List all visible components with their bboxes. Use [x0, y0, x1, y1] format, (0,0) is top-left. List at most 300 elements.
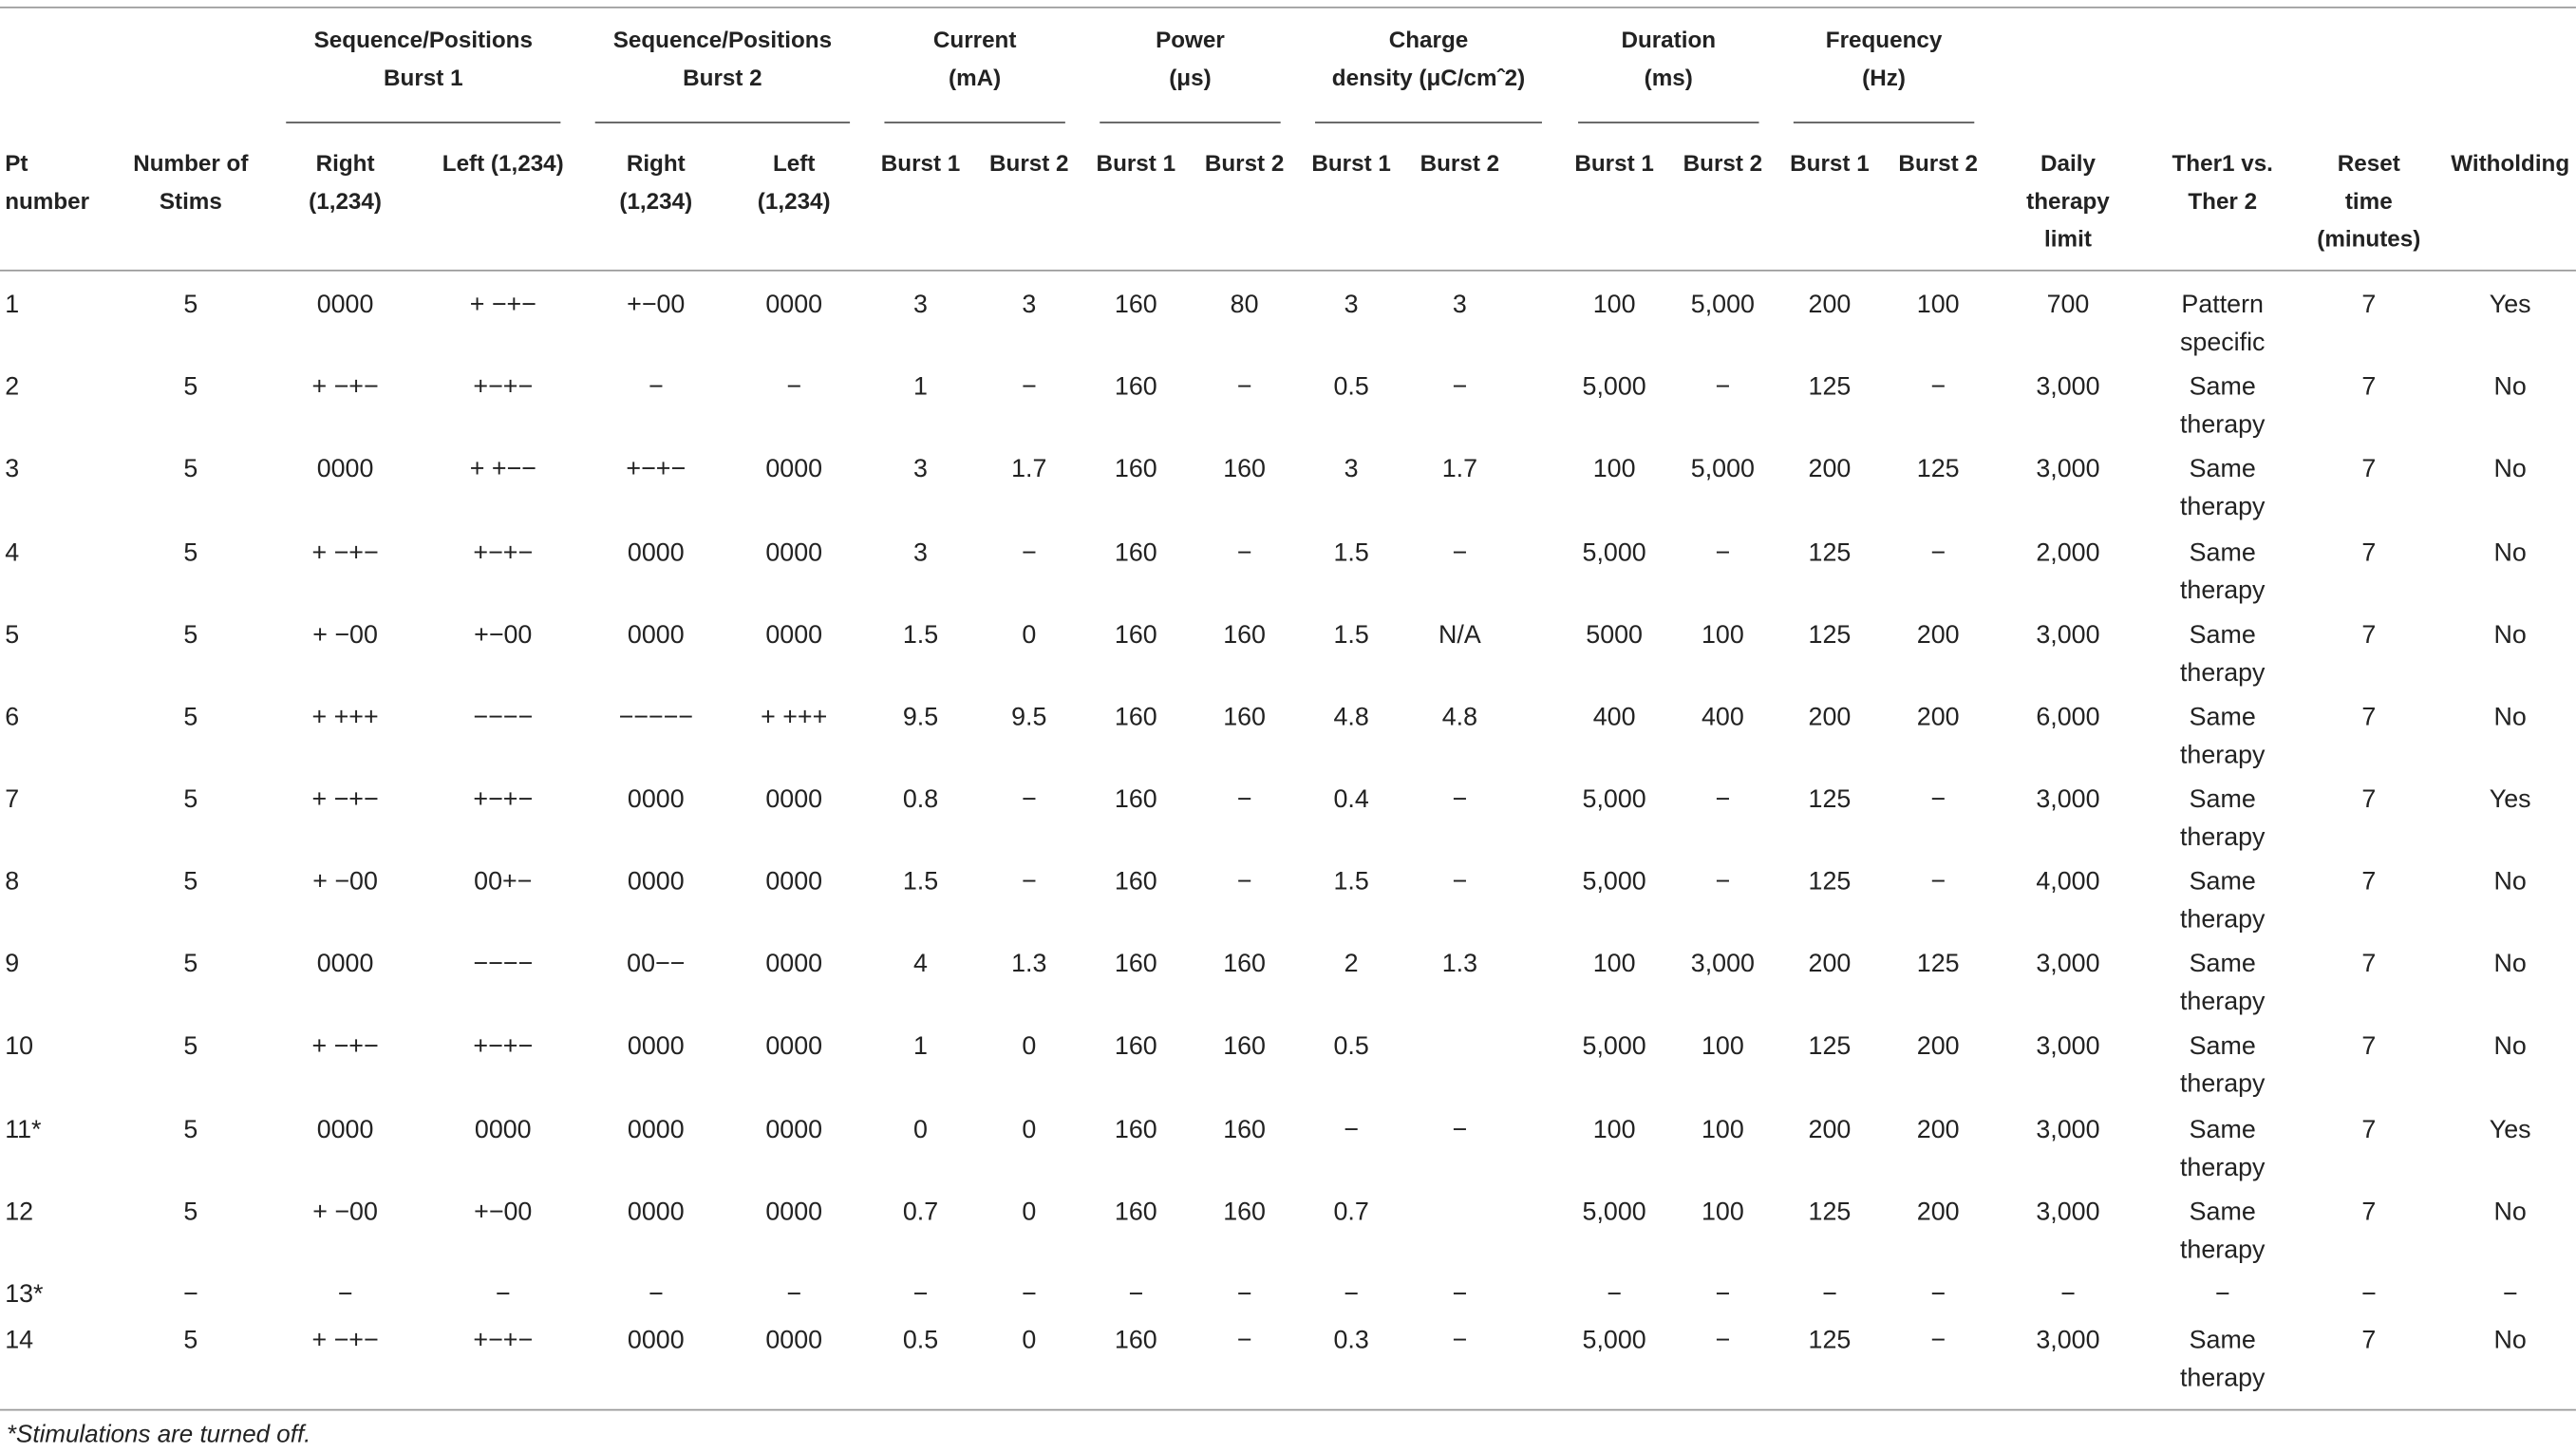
cell-s2r: 0000 — [627, 785, 685, 814]
cell-s2r: 0000 — [627, 868, 685, 896]
cell-s1l: +−+− — [473, 1032, 534, 1061]
column-header-ther — [2149, 144, 2297, 220]
text-line: time — [2344, 187, 2393, 215]
cell-pt: 7 — [5, 785, 20, 814]
column-header-s1r — [279, 144, 411, 220]
text-line: therapy — [2179, 741, 2266, 770]
cell-cd2: 1.3 — [1441, 950, 1478, 979]
cell-pt: 5 — [5, 621, 20, 650]
cell-p2: 160 — [1223, 950, 1266, 979]
cell-c2: − — [1021, 785, 1037, 814]
cell-pt: 13* — [5, 1280, 44, 1310]
cell-reset: − — [2360, 1280, 2377, 1310]
cell-p2: − — [1236, 538, 1252, 568]
cell-stims: 5 — [183, 1198, 198, 1227]
text-line: therapy — [2179, 988, 2266, 1016]
cell-pt: 6 — [5, 703, 20, 732]
cell-d1: 400 — [1592, 703, 1636, 732]
cell-p1: 160 — [1114, 950, 1157, 979]
text-line: Left (1,234) — [442, 149, 564, 177]
cell-p1: 160 — [1114, 1032, 1157, 1061]
cell-d1: 5,000 — [1582, 1032, 1646, 1061]
group-header-seq2 — [578, 22, 866, 98]
cell-c2: 3 — [1022, 291, 1037, 319]
text-line: Same — [2189, 1198, 2256, 1227]
group-header-frequency — [1777, 22, 1991, 98]
cell-s1l: + +−− — [469, 455, 536, 484]
cell-d1: 5,000 — [1582, 373, 1646, 402]
text-line: therapy — [2179, 1070, 2266, 1099]
cell-s1r: 0000 — [316, 950, 374, 979]
cell-p2: − — [1236, 868, 1252, 896]
column-header-s2l — [728, 144, 860, 220]
cell-cd2: − — [1452, 1280, 1468, 1310]
cell-s1l: +−00 — [474, 621, 533, 650]
text-line: therapy — [2179, 410, 2266, 440]
cell-ther — [2149, 781, 2297, 857]
cell-s1l: 0000 — [474, 1116, 532, 1144]
text-line: therapy — [2179, 493, 2266, 521]
cell-c1: − — [912, 1280, 929, 1310]
text-line: (1,234) — [309, 187, 382, 215]
cell-c2: 0 — [1022, 1032, 1037, 1061]
cell-s1r: + −+− — [311, 538, 379, 568]
cell-s2r: − — [648, 373, 664, 402]
cell-daily: 6,000 — [2036, 703, 2100, 732]
cell-cd2: 4.8 — [1441, 703, 1478, 732]
column-header-c2 — [980, 144, 1079, 182]
cell-cd1: − — [1344, 1280, 1359, 1310]
cell-c2: 0 — [1022, 1116, 1037, 1144]
cell-with: No — [2493, 538, 2527, 568]
text-line: density (μC/cmˆ2) — [1331, 64, 1526, 91]
cell-d2: 3,000 — [1690, 950, 1755, 979]
cell-with: No — [2493, 1032, 2527, 1061]
cell-s1l: + −+− — [469, 291, 536, 319]
cell-s2l: 0000 — [765, 1116, 823, 1144]
cell-s2l: + +++ — [761, 703, 828, 732]
cell-c2: − — [1021, 373, 1037, 402]
cell-c2: − — [1021, 538, 1037, 568]
cell-d1: 5,000 — [1582, 868, 1646, 896]
cell-d2: 100 — [1702, 1198, 1744, 1227]
cell-s1r: + −00 — [312, 621, 378, 650]
cell-pt: 14 — [5, 1327, 34, 1355]
cell-s2l: 0000 — [765, 868, 823, 896]
group-underline-frequency — [1794, 122, 1974, 123]
cell-c2: 0 — [1022, 621, 1037, 650]
column-header-with — [2441, 144, 2576, 182]
cell-d2: − — [1715, 785, 1731, 814]
text-line: Same — [2189, 373, 2256, 402]
text-line: Frequency — [1825, 26, 1943, 53]
column-header-pt — [5, 144, 90, 220]
cell-ther — [2149, 286, 2297, 362]
cell-c2: − — [1021, 1280, 1037, 1310]
text-line: therapy — [2179, 823, 2266, 852]
cell-p1: 160 — [1114, 1198, 1157, 1227]
cell-cd1: 0.3 — [1333, 1327, 1369, 1355]
cell-d2: − — [1715, 868, 1731, 896]
cell-reset: 7 — [2361, 868, 2377, 896]
cell-c1: 0 — [913, 1116, 928, 1144]
cell-f1: 200 — [1808, 291, 1852, 319]
cell-s2r: 0000 — [627, 1198, 685, 1227]
cell-cd1: 0.5 — [1333, 373, 1369, 402]
cell-reset: 7 — [2361, 455, 2377, 484]
column-header-cd1 — [1302, 144, 1401, 182]
cell-f1: 125 — [1808, 1198, 1852, 1227]
cell-d1: 5,000 — [1582, 538, 1646, 568]
text-line: Left — [772, 149, 816, 177]
cell-s2r: 0000 — [627, 621, 685, 650]
text-line: Same — [2189, 1327, 2256, 1355]
column-header-cd2 — [1410, 144, 1509, 182]
cell-f1: − — [1822, 1280, 1837, 1310]
cell-pt: 1 — [5, 291, 20, 319]
cell-f2: − — [1930, 785, 1946, 814]
text-line: Same — [2189, 1032, 2256, 1061]
cell-s2r: 0000 — [627, 1327, 685, 1355]
cell-s2l: 0000 — [765, 291, 823, 319]
cell-daily: 3,000 — [2036, 950, 2100, 979]
text-line: number — [5, 187, 90, 215]
cell-p2: − — [1236, 785, 1252, 814]
text-line: (1,234) — [757, 187, 831, 215]
cell-ther — [2149, 945, 2297, 1021]
group-underline-charge — [1315, 122, 1542, 123]
cell-s1l: 00+− — [474, 868, 533, 896]
cell-pt: 8 — [5, 868, 20, 896]
cell-with: Yes — [2489, 785, 2531, 814]
cell-cd1: 0.5 — [1333, 1032, 1369, 1061]
cell-cd1: 0.4 — [1333, 785, 1369, 814]
text-line: Witholding — [2451, 149, 2570, 177]
cell-f2: 200 — [1916, 621, 1960, 650]
column-header-c1 — [872, 144, 970, 182]
text-line: Burst 1 — [1574, 149, 1654, 177]
cell-daily: 3,000 — [2036, 455, 2100, 484]
cell-s2r: 00−− — [627, 950, 686, 979]
text-line: (minutes) — [2317, 225, 2421, 252]
cell-d1: 5,000 — [1582, 785, 1646, 814]
cell-s2l: − — [786, 1280, 802, 1310]
cell-pt: 9 — [5, 950, 20, 979]
cell-s1l: −−−− — [473, 950, 534, 979]
text-line: Same — [2189, 455, 2256, 484]
text-line: Sequence/Positions — [612, 26, 833, 53]
cell-d2: − — [1715, 1280, 1731, 1310]
cell-s2l: 0000 — [765, 1032, 823, 1061]
text-line: Reset — [2337, 149, 2400, 177]
cell-cd2: − — [1452, 1327, 1468, 1355]
text-line: (1,234) — [619, 187, 693, 215]
cell-ther — [2149, 1275, 2297, 1313]
text-line: therapy — [2179, 1364, 2266, 1393]
text-line: Pattern — [2181, 291, 2264, 319]
cell-stims: 5 — [183, 703, 198, 732]
cell-d1: 5000 — [1586, 621, 1643, 650]
cell-f1: 125 — [1808, 785, 1852, 814]
text-line: (Hz) — [1862, 64, 1906, 91]
cell-reset: 7 — [2361, 703, 2377, 732]
cell-reset: 7 — [2361, 538, 2377, 568]
cell-ther — [2149, 1194, 2297, 1270]
cell-with: Yes — [2489, 291, 2531, 319]
cell-d2: 400 — [1702, 703, 1744, 732]
cell-s2l: 0000 — [765, 455, 823, 484]
text-line: Current — [932, 26, 1017, 53]
cell-cd1: 3 — [1344, 291, 1359, 319]
cell-daily: − — [2060, 1280, 2076, 1310]
cell-p2: 160 — [1223, 455, 1266, 484]
cell-s1l: +−00 — [474, 1198, 533, 1227]
cell-cd1: 1.5 — [1333, 621, 1369, 650]
text-line: Number of — [133, 149, 249, 177]
group-header-duration — [1562, 22, 1776, 98]
cell-ther — [2149, 535, 2297, 611]
cell-pt: 2 — [5, 373, 20, 402]
text-line: Power — [1156, 26, 1225, 53]
cell-reset: 7 — [2361, 1116, 2377, 1144]
text-line: therapy — [2026, 187, 2110, 215]
cell-c1: 3 — [913, 455, 928, 484]
cell-p1: 160 — [1114, 373, 1157, 402]
cell-s1l: −−−− — [473, 703, 534, 732]
cell-p1: 160 — [1114, 1327, 1157, 1355]
group-underline-current — [884, 122, 1064, 123]
text-line: (μs) — [1169, 64, 1212, 91]
cell-p2: 160 — [1223, 621, 1266, 650]
group-underline-seq2 — [595, 122, 850, 123]
text-line: Burst 1 — [1311, 149, 1391, 177]
cell-with: No — [2493, 703, 2527, 732]
cell-p2: − — [1236, 1280, 1252, 1310]
cell-f1: 200 — [1808, 455, 1852, 484]
cell-cd2: 1.7 — [1441, 455, 1478, 484]
cell-daily: 4,000 — [2036, 868, 2100, 896]
text-line: Same — [2189, 703, 2256, 732]
text-line: Ther1 vs. — [2172, 149, 2273, 177]
column-header-f1 — [1780, 144, 1879, 182]
text-line: Same — [2189, 621, 2256, 650]
text-line: Charge — [1388, 26, 1469, 53]
text-line: Burst 1 — [880, 149, 961, 177]
cell-ther — [2149, 699, 2297, 775]
cell-reset: 7 — [2361, 373, 2377, 402]
column-header-reset — [2303, 144, 2435, 257]
cell-f1: 125 — [1808, 373, 1852, 402]
cell-s1r: + −+− — [311, 785, 379, 814]
text-line: Burst 2 — [989, 149, 1069, 177]
cell-with: Yes — [2489, 1116, 2531, 1144]
column-header-d1 — [1565, 144, 1664, 182]
bottom-rule — [0, 1409, 2576, 1411]
cell-d1: 100 — [1592, 455, 1636, 484]
cell-f2: − — [1930, 1280, 1946, 1310]
text-line: Right — [315, 149, 375, 177]
cell-stims: − — [182, 1280, 198, 1310]
cell-f2: − — [1930, 1327, 1946, 1355]
cell-s1r: + −+− — [311, 1032, 379, 1061]
cell-c1: 1 — [913, 1032, 928, 1061]
cell-daily: 700 — [2046, 291, 2090, 319]
cell-f2: 200 — [1916, 703, 1960, 732]
cell-with: No — [2493, 1198, 2527, 1227]
cell-s2r: 0000 — [627, 1032, 685, 1061]
cell-c2: 9.5 — [1011, 703, 1047, 732]
cell-f1: 125 — [1808, 538, 1852, 568]
cell-s1r: + −+− — [311, 1327, 379, 1355]
text-line: Burst 2 — [1683, 149, 1763, 177]
text-line: Ther 2 — [2188, 187, 2258, 215]
cell-c2: 1.7 — [1011, 455, 1047, 484]
cell-stims: 5 — [183, 1032, 198, 1061]
cell-daily: 3,000 — [2036, 373, 2100, 402]
cell-c2: 0 — [1022, 1327, 1037, 1355]
cell-c2: − — [1021, 868, 1037, 896]
text-line: Burst 2 — [1204, 149, 1285, 177]
cell-c1: 1.5 — [902, 621, 939, 650]
cell-c1: 0.5 — [902, 1327, 939, 1355]
cell-pt: 11* — [5, 1116, 42, 1144]
text-line: (mA) — [949, 64, 1002, 91]
cell-s2l: 0000 — [765, 1327, 823, 1355]
cell-f2: 100 — [1916, 291, 1960, 319]
text-line: specific — [2179, 329, 2266, 357]
cell-d2: − — [1715, 1327, 1731, 1355]
cell-ther — [2149, 616, 2297, 692]
cell-s2r: +−+− — [626, 455, 686, 484]
footnote: *Stimulations are turned off. — [6, 1420, 311, 1449]
group-header-seq1 — [270, 22, 577, 98]
text-line: Duration — [1621, 26, 1717, 53]
cell-s1l: +−+− — [473, 785, 534, 814]
cell-daily: 3,000 — [2036, 1198, 2100, 1227]
cell-d2: 100 — [1702, 1116, 1744, 1144]
cell-s1r: + +++ — [311, 703, 379, 732]
cell-with: No — [2493, 455, 2527, 484]
cell-d1: 100 — [1592, 291, 1636, 319]
cell-s2r: 0000 — [627, 1116, 685, 1144]
cell-stims: 5 — [183, 785, 198, 814]
cell-d2: − — [1715, 373, 1731, 402]
cell-p1: 160 — [1114, 455, 1157, 484]
cell-cd1: 0.7 — [1333, 1198, 1369, 1227]
cell-with: − — [2502, 1280, 2518, 1310]
header-rule — [0, 270, 2576, 272]
cell-s2l: − — [786, 373, 802, 402]
cell-f2: 200 — [1916, 1198, 1960, 1227]
cell-reset: 7 — [2361, 621, 2377, 650]
cell-daily: 3,000 — [2036, 785, 2100, 814]
cell-p2: − — [1236, 373, 1252, 402]
cell-p2: 160 — [1223, 1198, 1266, 1227]
cell-d2: − — [1715, 538, 1731, 568]
cell-p2: 160 — [1223, 1116, 1266, 1144]
cell-p1: 160 — [1114, 291, 1157, 319]
cell-cd2: − — [1452, 1116, 1468, 1144]
cell-f2: − — [1930, 373, 1946, 402]
cell-f2: 200 — [1916, 1116, 1960, 1144]
cell-p1: 160 — [1114, 868, 1157, 896]
cell-cd1: 1.5 — [1333, 538, 1369, 568]
cell-stims: 5 — [183, 950, 198, 979]
cell-s2r: −−−−− — [618, 703, 693, 732]
cell-f2: − — [1930, 868, 1946, 896]
text-line: Burst 2 — [1898, 149, 1978, 177]
text-line: Burst 2 — [683, 64, 762, 91]
cell-s2l: 0000 — [765, 1198, 823, 1227]
cell-pt: 12 — [5, 1198, 34, 1227]
cell-d1: − — [1607, 1280, 1622, 1310]
text-line: Burst 1 — [384, 64, 463, 91]
cell-d1: 100 — [1592, 950, 1636, 979]
cell-s1l: +−+− — [473, 373, 534, 402]
cell-cd2: − — [1452, 373, 1468, 402]
text-line: (ms) — [1644, 64, 1693, 91]
column-header-daily — [2003, 144, 2134, 257]
cell-cd1: 3 — [1344, 455, 1359, 484]
cell-s2l: 0000 — [765, 950, 823, 979]
cell-ther — [2149, 450, 2297, 526]
cell-s1r: + −00 — [312, 1198, 378, 1227]
cell-f2: − — [1930, 538, 1946, 568]
cell-stims: 5 — [183, 455, 198, 484]
cell-s2r: +−00 — [627, 291, 686, 319]
cell-cd1: − — [1344, 1116, 1359, 1144]
cell-d1: 5,000 — [1582, 1327, 1646, 1355]
column-header-stims — [117, 144, 265, 220]
cell-c1: 1.5 — [902, 868, 939, 896]
cell-s1l: +−+− — [473, 1327, 534, 1355]
text-line: therapy — [2179, 905, 2266, 934]
cell-s1l: − — [495, 1280, 511, 1310]
cell-stims: 5 — [183, 868, 198, 896]
cell-f1: 125 — [1808, 1032, 1852, 1061]
cell-p1: 160 — [1114, 1116, 1157, 1144]
cell-reset: 7 — [2361, 291, 2377, 319]
text-line: therapy — [2179, 576, 2266, 606]
column-header-d2 — [1673, 144, 1772, 182]
cell-daily: 3,000 — [2036, 1032, 2100, 1061]
cell-cd2: 3 — [1452, 291, 1467, 319]
text-line: Same — [2189, 785, 2256, 814]
cell-s2l: 0000 — [765, 621, 823, 650]
cell-cd2: − — [1452, 868, 1468, 896]
group-underline-duration — [1578, 122, 1758, 123]
cell-f1: 200 — [1808, 703, 1852, 732]
cell-p1: − — [1128, 1280, 1144, 1310]
cell-c1: 0.7 — [902, 1198, 939, 1227]
cell-p2: − — [1236, 1327, 1252, 1355]
cell-ther — [2149, 1028, 2297, 1104]
cell-with: No — [2493, 868, 2527, 896]
cell-daily: 3,000 — [2036, 1116, 2100, 1144]
cell-cd1: 1.5 — [1333, 868, 1369, 896]
column-header-s1l — [429, 144, 577, 182]
text-line: Daily — [2040, 149, 2096, 177]
cell-f1: 200 — [1808, 1116, 1852, 1144]
cell-s1r: + −+− — [311, 373, 379, 402]
text-line: Burst 1 — [1096, 149, 1176, 177]
cell-f1: 125 — [1808, 1327, 1852, 1355]
cell-daily: 2,000 — [2036, 538, 2100, 568]
text-line: Sequence/Positions — [313, 26, 533, 53]
text-line: therapy — [2179, 1154, 2266, 1182]
cell-s2r: − — [648, 1280, 664, 1310]
cell-f2: 125 — [1916, 950, 1960, 979]
